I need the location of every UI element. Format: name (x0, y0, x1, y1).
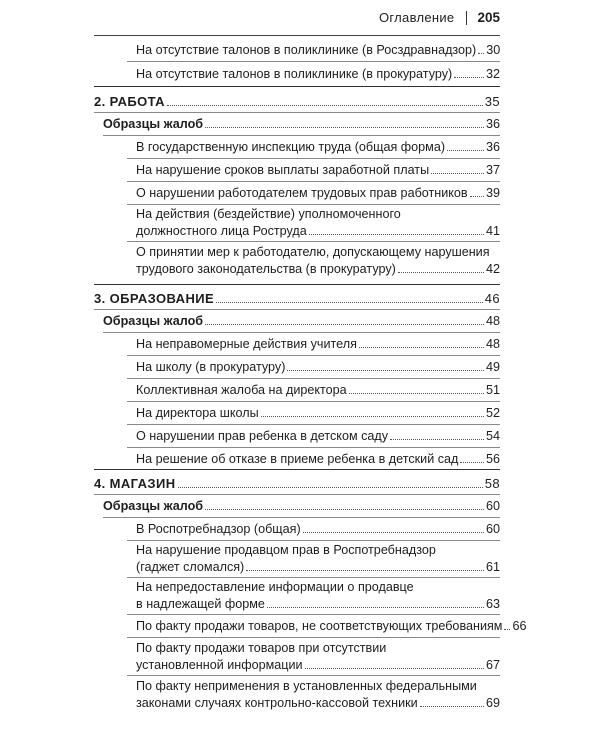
section-page: 48 (485, 314, 500, 328)
entry-rule (103, 517, 500, 518)
toc-entry-page: 56 (485, 452, 500, 466)
toc-entry-page: 60 (485, 522, 500, 536)
leader-dots (305, 668, 484, 669)
toc-entry-line1: На нарушение продавцом прав в Роспотребнадзор (136, 543, 436, 557)
toc-entry-page: 67 (485, 658, 500, 672)
page-number: 205 (477, 10, 500, 25)
toc-entry-title: На нарушение сроков выплаты заработной платы (136, 163, 430, 177)
entry-rule (127, 181, 500, 182)
toc-entry[interactable] (136, 560, 500, 575)
leader-dots (303, 532, 484, 533)
toc-entry[interactable] (136, 383, 500, 398)
leader-dots (390, 439, 484, 440)
toc-entry[interactable] (136, 406, 500, 421)
entry-rule (127, 401, 500, 402)
leader-dots (167, 105, 483, 106)
chapter-entry[interactable] (94, 291, 500, 306)
entry-rule (127, 424, 500, 425)
toc-entry-page: 54 (485, 429, 500, 443)
running-header (379, 10, 500, 25)
toc-entry-page: 32 (485, 67, 500, 81)
toc-entry[interactable] (136, 140, 500, 155)
chapter-page: 58 (484, 476, 500, 491)
toc-entry[interactable] (136, 452, 500, 467)
toc-entry-title: По факту продажи товаров, не соответствующих требованиям (136, 619, 503, 633)
toc-entry-title: В государственную инспекцию труда (общая форма) (136, 140, 446, 154)
section-title: Образцы жалоб (103, 314, 204, 328)
toc-entry[interactable] (136, 67, 500, 82)
section-entry[interactable] (103, 499, 500, 514)
entry-rule (127, 378, 500, 379)
toc-entry-page: 49 (485, 360, 500, 374)
leader-dots (205, 509, 484, 510)
toc-entry-page: 52 (485, 406, 500, 420)
toc-entry[interactable] (136, 360, 500, 375)
leader-dots (431, 173, 484, 174)
toc-entry-page: 39 (485, 186, 500, 200)
leader-dots (205, 324, 484, 325)
leader-dots (178, 487, 483, 488)
entry-rule (127, 614, 500, 615)
toc-entry-line1: По факту продажи товаров при отсутствии (136, 641, 387, 655)
toc-entry-title: На решение об отказе в приеме ребенка в детский сад (136, 452, 459, 466)
toc-entry-title-line2: должностного лица Роструда (136, 224, 307, 238)
section-title: Образцы жалоб (103, 117, 204, 131)
entry-rule (127, 637, 500, 638)
section-page: 60 (485, 499, 500, 513)
chapter-entry[interactable] (94, 476, 500, 491)
entry-rule (127, 577, 500, 578)
entry-rule (103, 135, 500, 136)
toc-entry-title-line2: установленной информации (136, 658, 303, 672)
chapter-page: 46 (484, 291, 500, 306)
toc-entry-page: 66 (512, 619, 527, 633)
toc-entry[interactable] (136, 696, 500, 711)
leader-dots (205, 127, 484, 128)
toc-entry-line1: По факту неприменения в установленных федеральными (136, 679, 477, 693)
leader-dots (447, 150, 484, 151)
entry-rule (127, 241, 500, 242)
chapter-entry[interactable] (94, 94, 500, 109)
toc-entry[interactable] (136, 522, 500, 537)
entry-rule (94, 494, 500, 495)
toc-entry-line1: О принятии мер к работодателю, допускающему нарушения (136, 245, 490, 259)
toc-entry-title-line2: в надлежащей форме (136, 597, 265, 611)
leader-dots (454, 77, 484, 78)
entry-rule (94, 309, 500, 310)
leader-dots (309, 234, 484, 235)
entry-rule (127, 675, 500, 676)
chapter-title: 4. МАГАЗИН (94, 476, 176, 491)
toc-entry[interactable] (136, 429, 500, 444)
toc-entry-title-line2: трудового законодательства (в прокуратуру) (136, 262, 396, 276)
toc-entry[interactable] (136, 619, 527, 634)
toc-entry-page: 69 (485, 696, 500, 710)
section-page: 36 (485, 117, 500, 131)
chapter-title: 3. ОБРАЗОВАНИЕ (94, 291, 215, 306)
toc-entry-title: Коллективная жалоба на директора (136, 383, 347, 397)
section-entry[interactable] (103, 117, 500, 132)
toc-entry-page: 41 (485, 224, 500, 238)
toc-entry-title: На неправомерные действия учителя (136, 337, 357, 351)
toc-entry-title: На директора школы (136, 406, 259, 420)
leader-dots (267, 607, 484, 608)
toc-entry-page: 30 (486, 43, 501, 57)
chapter-page: 35 (484, 94, 500, 109)
toc-entry-page: 37 (485, 163, 500, 177)
toc-entry-page: 61 (485, 560, 500, 574)
leader-dots (261, 416, 484, 417)
entry-rule (94, 112, 500, 113)
header-rule (94, 35, 500, 36)
chapter-rule (94, 284, 500, 285)
leader-dots (398, 272, 484, 273)
leader-dots (246, 570, 484, 571)
toc-entry-line1: На действия (бездействие) уполномоченного (136, 207, 401, 221)
leader-dots (349, 393, 484, 394)
chapter-rule (94, 469, 500, 470)
leader-dots (460, 462, 484, 463)
entry-rule (127, 355, 500, 356)
toc-entry-page: 63 (485, 597, 500, 611)
toc-entry[interactable] (136, 186, 500, 201)
leader-dots (420, 706, 484, 707)
toc-entry-page: 51 (485, 383, 500, 397)
entry-rule (127, 158, 500, 159)
header-separator (466, 11, 467, 25)
toc-entry[interactable] (136, 262, 500, 277)
toc-entry[interactable] (136, 597, 500, 612)
toc-entry-title: На отсутствие талонов в поликлинике (в прокуратуру) (136, 67, 453, 81)
toc-entry[interactable] (136, 163, 500, 178)
running-header-title: Оглавление (378, 10, 455, 25)
toc-entry-title-line2: (гаджет сломался) (136, 560, 245, 574)
leader-dots (216, 302, 483, 303)
toc-entry-title: О нарушении работодателем трудовых прав работников (136, 186, 468, 200)
leader-dots (478, 53, 484, 54)
leader-dots (287, 370, 484, 371)
toc-entry-title: О нарушении прав ребенка в детском саду (136, 429, 389, 443)
entry-rule (127, 204, 500, 205)
toc-entry-title: На отсутствие талонов в поликлинике (в Росздравнадзор) (136, 43, 477, 57)
toc-entry[interactable] (136, 337, 500, 352)
entry-rule (127, 447, 500, 448)
toc-entry-title-line2: законами случаях контрольно-кассовой техники (136, 696, 418, 710)
leader-dots (504, 629, 510, 630)
chapter-rule (94, 86, 500, 87)
toc-entry-title: На школу (в прокуратуру) (136, 360, 286, 374)
toc-entry-page: 48 (485, 337, 500, 351)
section-title: Образцы жалоб (103, 499, 204, 513)
toc-entry-page: 42 (485, 262, 500, 276)
entry-rule (127, 61, 500, 62)
entry-rule (127, 540, 500, 541)
section-entry[interactable] (103, 314, 500, 329)
chapter-title: 2. РАБОТА (94, 94, 165, 109)
toc-entry[interactable] (136, 43, 500, 58)
toc-entry-line1: На непредоставление информации о продавце (136, 580, 414, 594)
toc-entry[interactable] (136, 224, 500, 239)
toc-entry[interactable] (136, 658, 500, 673)
leader-dots (359, 347, 484, 348)
toc-entry-page: 36 (485, 140, 500, 154)
toc-entry-title: В Роспотребнадзор (общая) (136, 522, 301, 536)
entry-rule (103, 332, 500, 333)
leader-dots (470, 196, 484, 197)
